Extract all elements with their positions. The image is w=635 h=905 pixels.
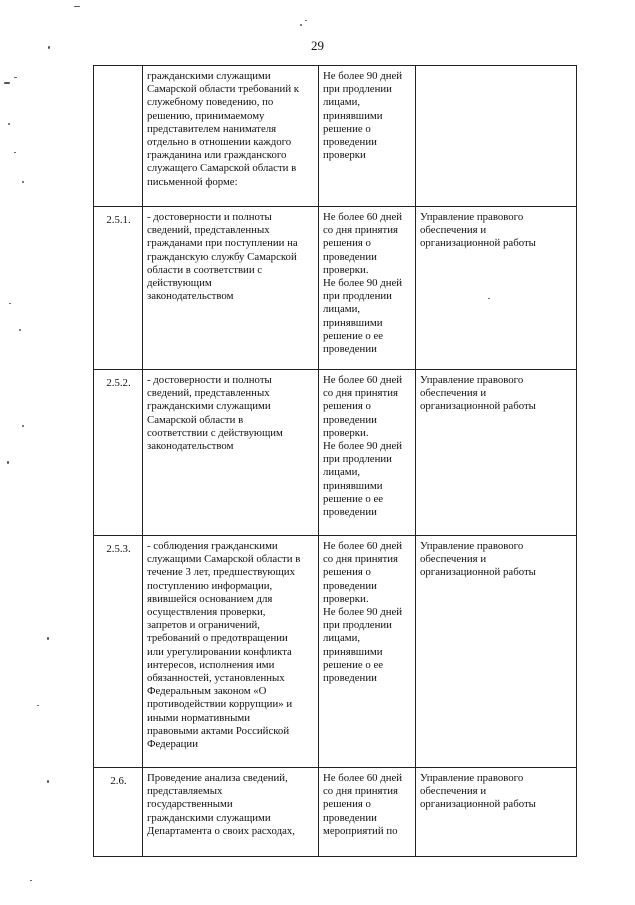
item-responsible: Управление правового обеспечения и организационной работы <box>416 536 577 768</box>
item-description: - соблюдения гражданскими служащими Самарской области в течение 3 лет, предшествующих поступлению информации, явившейся основанием для осуществления проверки, запретов и ограничений, требований о предотвращении или урегулировании конфликта интересов, исполнения ими обязанностей, установленных Федеральным законом «О противодействии коррупции» и иными нормативными правовыми актами Российской Федерации <box>143 536 319 768</box>
item-number: 2.5.3. <box>94 536 143 768</box>
item-description: - достоверности и полноты сведений, представленных гражданскими служащими Самарской области в соответствии с действующим законодательством <box>143 370 319 536</box>
table-row <box>94 370 577 536</box>
item-responsible: Управление правового обеспечения и организационной работы <box>416 768 577 857</box>
table-row <box>94 536 577 768</box>
item-deadline: Не более 60 дней со дня принятия решения о проведении проверки. Не более 90 дней при продлении лицами, принявшими решение о ее проведении <box>319 536 416 768</box>
item-deadline: Не более 90 дней при продлении лицами, принявшими решение о проведении проверки <box>319 66 416 207</box>
table-row <box>94 768 577 857</box>
item-responsible: Управление правового обеспечения и организационной работы <box>416 207 577 370</box>
item-deadline: Не более 60 дней со дня принятия решения о проведении мероприятий по <box>319 768 416 857</box>
item-responsible: Управление правового обеспечения и организационной работы <box>416 370 577 536</box>
item-description: - достоверности и полноты сведений, представленных гражданами при поступлении на гражданскую службу Самарской области в соответствии с действующим законодательством <box>143 207 319 370</box>
item-number <box>94 66 143 207</box>
item-deadline: Не более 60 дней со дня принятия решения о проведении проверки. Не более 90 дней при продлении лицами, принявшими решение о ее проведении <box>319 370 416 536</box>
table-row <box>94 207 577 370</box>
plan-table <box>93 65 577 857</box>
item-number: 2.5.1. <box>94 207 143 370</box>
table-row <box>94 66 577 207</box>
item-number: 2.5.2. <box>94 370 143 536</box>
item-deadline: Не более 60 дней со дня принятия решения о проведении проверки. Не более 90 дней при продлении лицами, принявшими решение о ее проведении <box>319 207 416 370</box>
item-description: гражданскими служащими Самарской области требований к служебному поведению, по решению, принимаемому представителем нанимателя отдельно в отношении каждого гражданина или гражданского служащего Самарской области в письменной форме: <box>143 66 319 207</box>
item-responsible <box>416 66 577 207</box>
item-number: 2.6. <box>94 768 143 857</box>
item-description: Проведение анализа сведений, представляемых государственными гражданскими служащими Департамента о своих расходах, <box>143 768 319 857</box>
page-number: 29 <box>311 38 324 53</box>
